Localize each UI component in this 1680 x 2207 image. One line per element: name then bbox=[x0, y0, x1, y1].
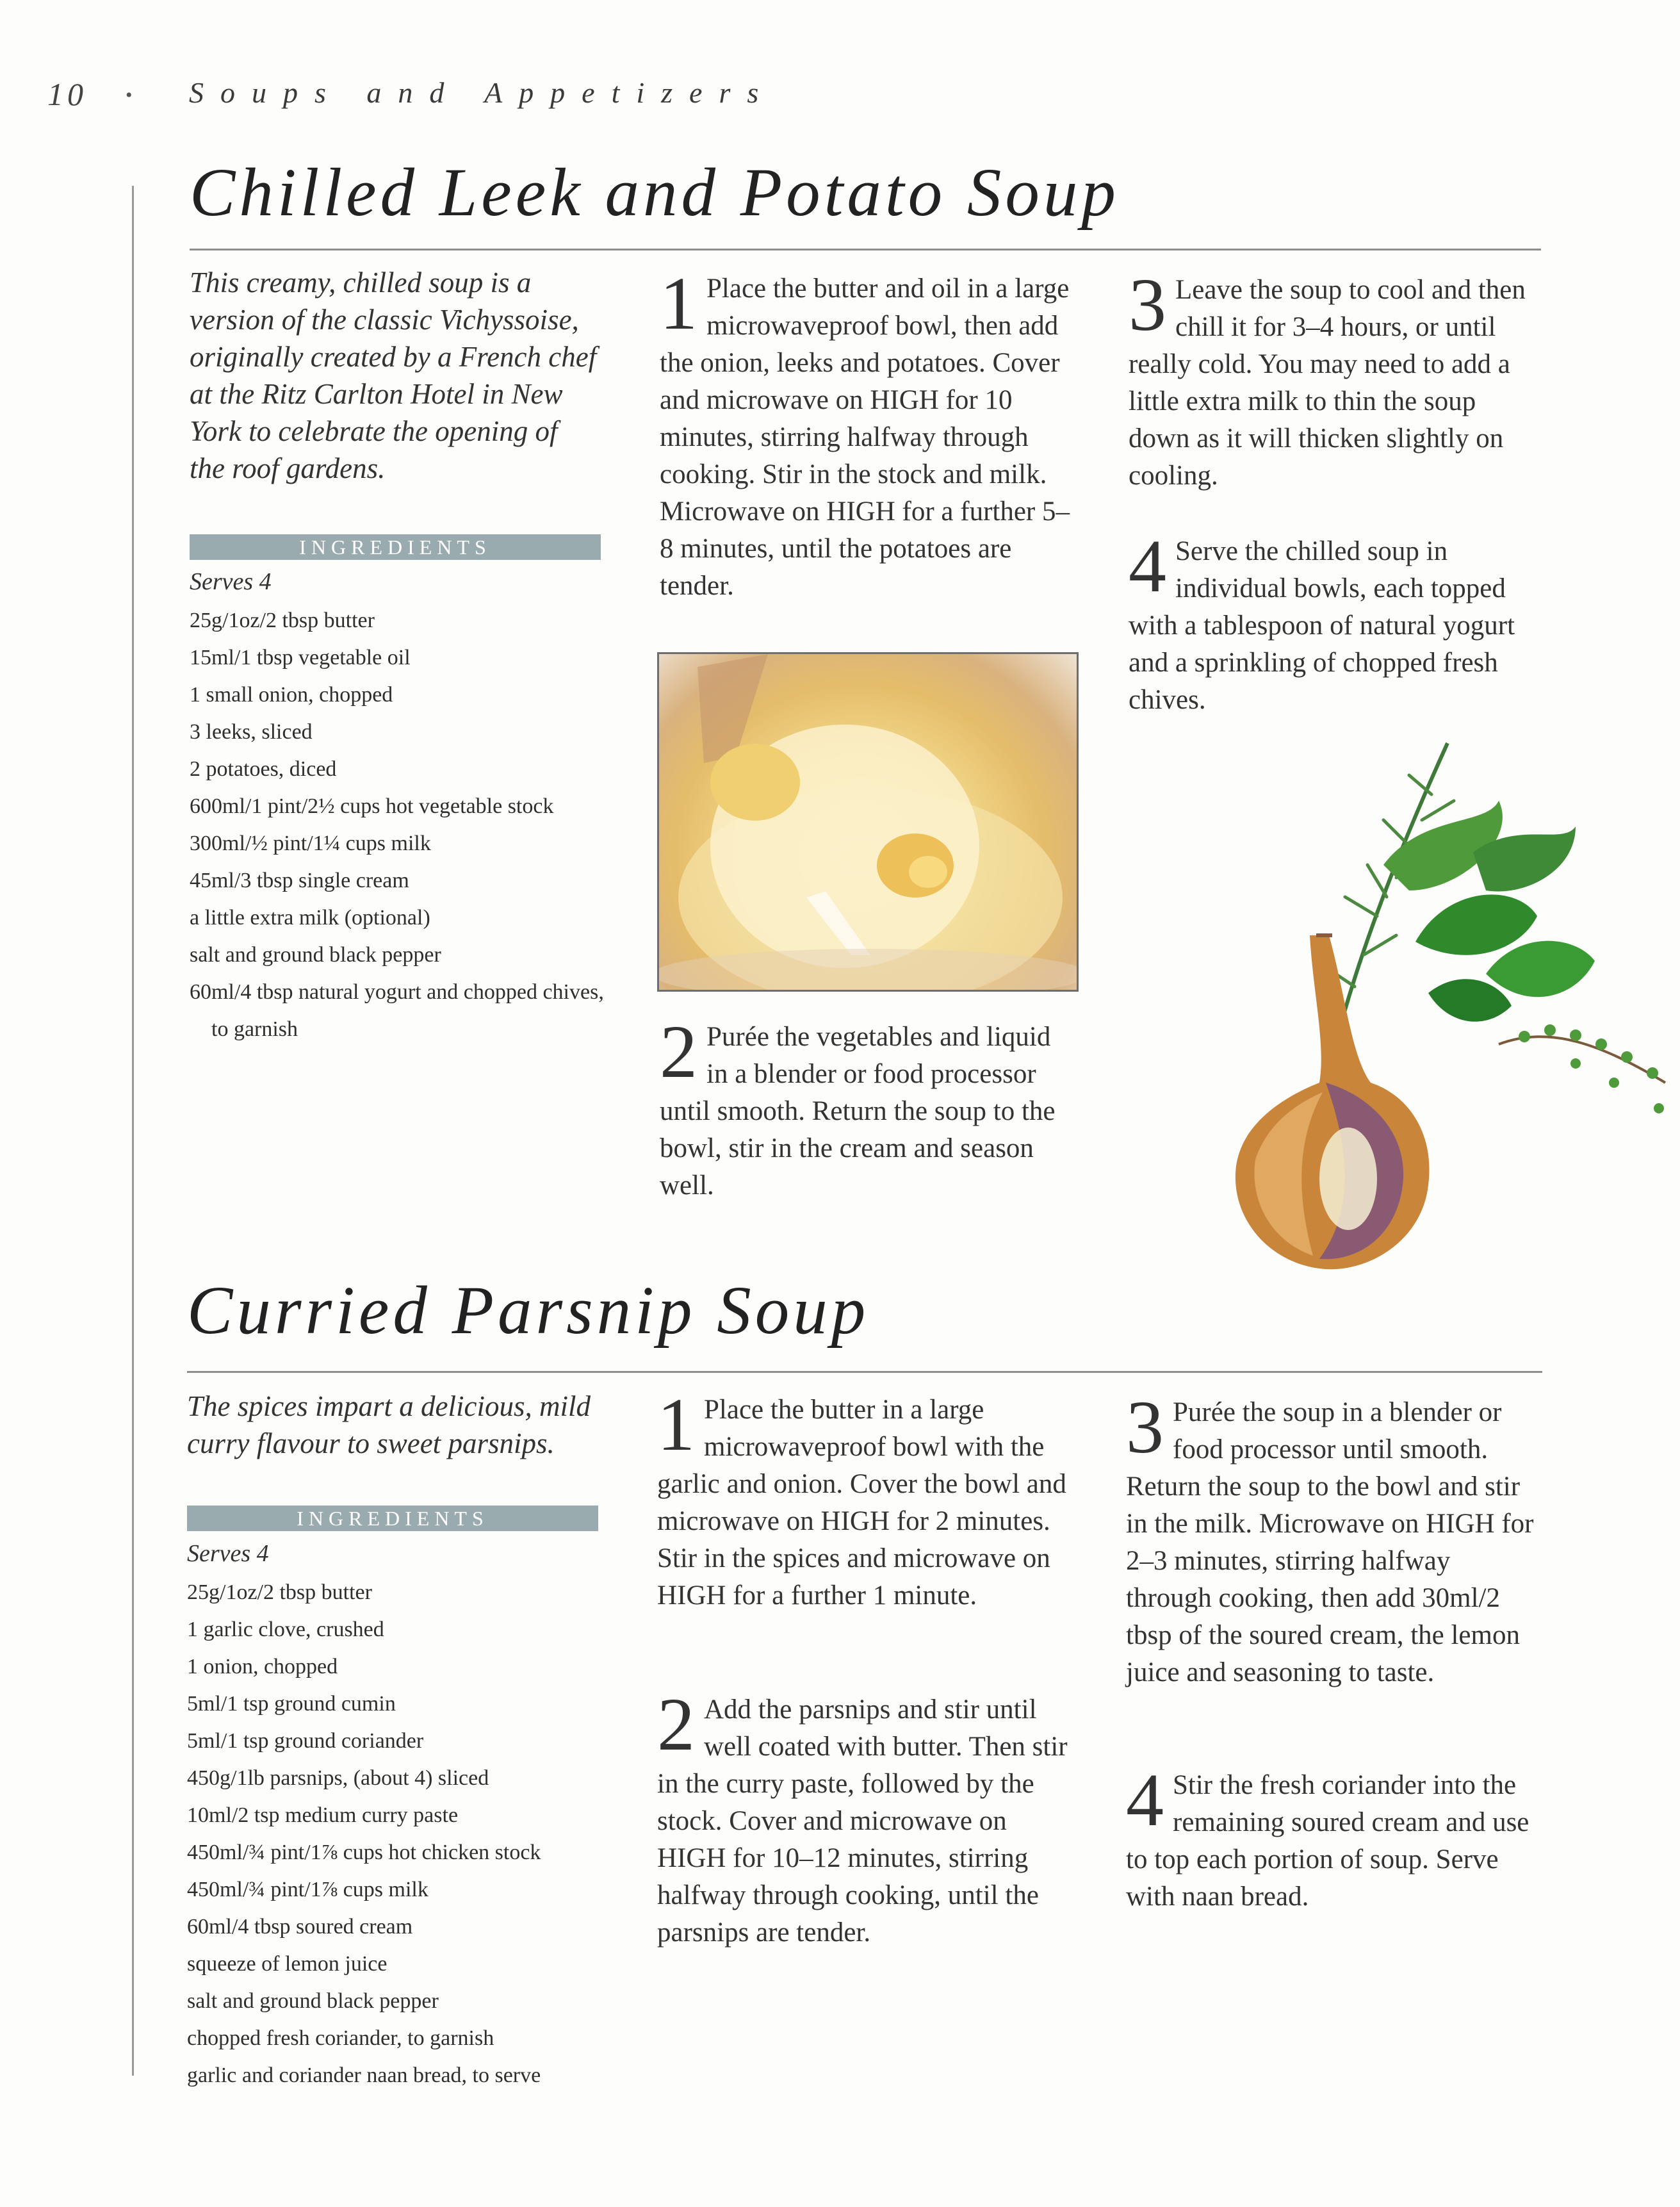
recipe-title-curried-parsnip: Curried Parsnip Soup bbox=[187, 1273, 870, 1349]
ingredient-item: 60ml/4 tbsp natural yogurt and chopped chives, to garnish bbox=[190, 980, 604, 1041]
ingredient-item: squeeze of lemon juice bbox=[187, 1952, 387, 1976]
step-text: Add the parsnips and stir until well coated with butter. Then stir in the curry paste, followed by the stock. Cover and microwave on HIGH for 10–12 minutes, stirring halfway through cooking, until the parsnips are tender. bbox=[657, 1694, 1068, 1948]
ingredient-item: chopped fresh coriander, to garnish bbox=[187, 2026, 494, 2050]
step-4 bbox=[1129, 524, 1538, 719]
ingredients-heading: INGREDIENTS bbox=[190, 534, 601, 560]
step-1 bbox=[657, 1382, 1080, 1614]
title-rule bbox=[187, 1371, 1542, 1373]
ingredient-item: salt and ground black pepper bbox=[187, 1989, 439, 2013]
step-text: Place the butter in a large microwaveproof bowl with the garlic and onion. Cover the bowl and microwave on HIGH for 2 minutes. Stir in the spices and microwave on HIGH for a further 1 minute. bbox=[657, 1395, 1066, 1611]
step-text: Place the butter and oil in a large microwaveproof bowl, then add the onion, leeks and potatoes. Cover and microwave on HIGH for 10 minutes, stirring halfway through cooking. Stir in the stock and milk. Microwave on HIGH for a further 5–8 minutes, until the potatoes are tender. bbox=[660, 274, 1070, 601]
ingredient-item: 10ml/2 tsp medium curry paste bbox=[187, 1803, 459, 1827]
ingredient-item: 600ml/1 pint/2½ cups hot vegetable stock bbox=[190, 794, 554, 818]
step-text: Purée the soup in a blender or food processor until smooth. Return the soup to the bowl and stir in the milk. Microwave on HIGH for 2–3 minutes, stirring halfway through cooking, then add 30ml/2 tbsp of the soured cream, the lemon juice and seasoning to taste. bbox=[1126, 1397, 1534, 1687]
step-number: 4 bbox=[1129, 524, 1166, 608]
step-text: Serve the chilled soup in individual bowls, each topped with a tablespoon of natural yogurt and a sprinkling of chopped fresh chives. bbox=[1129, 536, 1515, 715]
step-3 bbox=[1129, 263, 1538, 495]
page-number: 10 bbox=[47, 76, 87, 112]
recipe-intro: This creamy, chilled soup is a version of the classic Vichyssoise, originally created by a French chef at the Ritz Carlton Hotel in New York to celebrate the opening of the roof gardens. bbox=[190, 267, 597, 484]
step-2 bbox=[660, 1010, 1076, 1204]
step-number: 1 bbox=[660, 261, 697, 345]
step-text: Leave the soup to cool and then chill it for 3–4 hours, or until really cold. You may need to add a little extra milk to thin the soup down as it will thicken slightly on cooling. bbox=[1129, 275, 1526, 491]
ingredient-item: garlic and coriander naan bread, to serve bbox=[187, 2063, 541, 2087]
step-text: Stir the fresh coriander into the remaining soured cream and use to top each portion of soup. Serve with naan bread. bbox=[1126, 1770, 1529, 1912]
ingredient-item: 5ml/1 tsp ground cumin bbox=[187, 1692, 396, 1716]
ingredient-item: 25g/1oz/2 tbsp butter bbox=[187, 1580, 372, 1604]
ingredient-item: 60ml/4 tbsp soured cream bbox=[187, 1915, 413, 1939]
step-number: 1 bbox=[657, 1382, 695, 1466]
ingredient-item: 45ml/3 tbsp single cream bbox=[190, 869, 409, 892]
ingredient-item: 300ml/½ pint/1¼ cups milk bbox=[190, 832, 431, 855]
serves-label: Serves 4 bbox=[187, 1540, 269, 1567]
step-number: 3 bbox=[1126, 1385, 1164, 1469]
soup-bowl-photo bbox=[657, 652, 1079, 992]
step-1 bbox=[660, 261, 1070, 605]
ingredient-item: 5ml/1 tsp ground coriander bbox=[187, 1729, 424, 1753]
ingredient-item: 450g/1lb parsnips, (about 4) sliced bbox=[187, 1766, 489, 1790]
section-title: Soups and Appetizers bbox=[189, 76, 776, 109]
soup-bowl-photo-graphic bbox=[659, 654, 1077, 990]
ingredient-item: 15ml/1 tbsp vegetable oil bbox=[190, 646, 411, 669]
step-number: 3 bbox=[1129, 263, 1166, 347]
step-4 bbox=[1126, 1758, 1542, 1916]
step-text: Purée the vegetables and liquid in a blender or food processor until smooth. Return the soup to the bowl, stir in the cream and season well. bbox=[660, 1022, 1056, 1201]
step-3 bbox=[1126, 1385, 1542, 1691]
ingredient-item: salt and ground black pepper bbox=[190, 943, 441, 967]
step-number: 4 bbox=[1126, 1758, 1164, 1842]
ingredients-heading: INGREDIENTS bbox=[187, 1506, 598, 1531]
ingredient-item: 1 garlic clove, crushed bbox=[187, 1618, 384, 1641]
ingredient-item: 450ml/¾ pint/1⅞ cups milk bbox=[187, 1878, 428, 1901]
margin-rule bbox=[132, 186, 134, 2076]
ingredient-item: 1 small onion, chopped bbox=[190, 683, 393, 707]
step-number: 2 bbox=[657, 1682, 695, 1766]
header-separator: • bbox=[126, 85, 133, 106]
ingredient-item: 3 leeks, sliced bbox=[190, 720, 313, 744]
recipe-title-leek-potato: Chilled Leek and Potato Soup bbox=[190, 155, 1120, 231]
garlic-herbs-illustration bbox=[1217, 724, 1678, 1300]
ingredient-list bbox=[190, 602, 625, 1048]
serves-label: Serves 4 bbox=[190, 568, 272, 595]
ingredient-item: 1 onion, chopped bbox=[187, 1655, 338, 1678]
ingredient-item: 450ml/¾ pint/1⅞ cups hot chicken stock bbox=[187, 1841, 541, 1864]
step-2 bbox=[657, 1682, 1080, 1951]
ingredient-item: 2 potatoes, diced bbox=[190, 757, 337, 781]
step-number: 2 bbox=[660, 1010, 697, 1094]
ingredient-list bbox=[187, 1574, 635, 2094]
ingredient-item: 25g/1oz/2 tbsp butter bbox=[190, 609, 375, 632]
recipe-intro: The spices impart a delicious, mild curry flavour to sweet parsnips. bbox=[187, 1390, 591, 1459]
ingredient-item: a little extra milk (optional) bbox=[190, 906, 430, 930]
title-rule bbox=[190, 249, 1541, 250]
